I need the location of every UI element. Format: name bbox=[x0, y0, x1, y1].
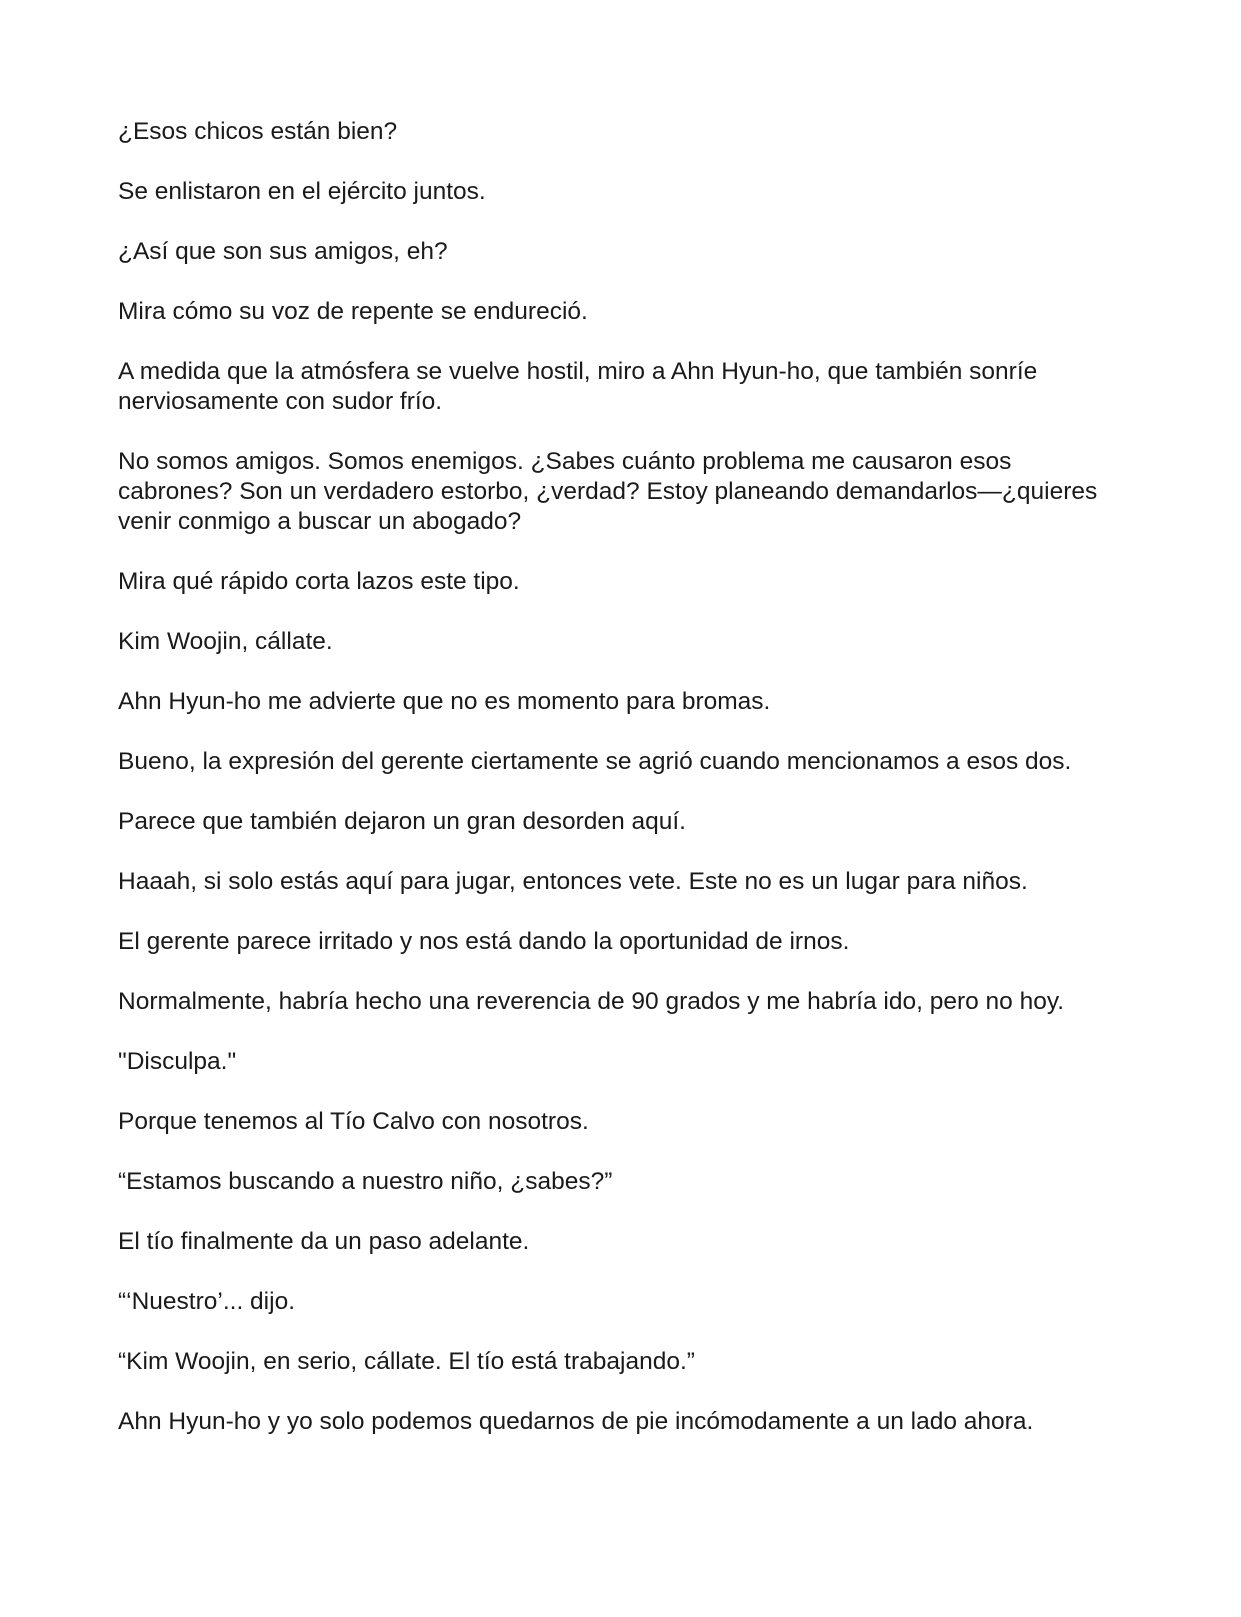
paragraph: Porque tenemos al Tío Calvo con nosotros. bbox=[118, 1108, 589, 1135]
paragraph: Bueno, la expresión del gerente ciertamente se agrió cuando mencionamos a esos dos. bbox=[118, 748, 1072, 775]
paragraph: Ahn Hyun-ho y yo solo podemos quedarnos de pie incómodamente a un lado ahora. bbox=[118, 1408, 1034, 1435]
paragraph: "Disculpa." bbox=[118, 1048, 237, 1075]
paragraph: Normalmente, habría hecho una reverencia de 90 grados y me habría ido, pero no hoy. bbox=[118, 988, 1065, 1015]
paragraph: Mira qué rápido corta lazos este tipo. bbox=[118, 568, 520, 595]
paragraph: Kim Woojin, cállate. bbox=[118, 628, 333, 655]
paragraph: “‘Nuestro’... dijo. bbox=[118, 1288, 296, 1315]
paragraph: Parece que también dejaron un gran desorden aquí. bbox=[118, 808, 686, 835]
paragraph: “Estamos buscando a nuestro niño, ¿sabes?” bbox=[118, 1168, 613, 1195]
paragraph: Haaah, si solo estás aquí para jugar, entonces vete. Este no es un lugar para niños. bbox=[118, 868, 1028, 895]
paragraph: Ahn Hyun-ho me advierte que no es momento para bromas. bbox=[118, 688, 771, 715]
paragraph: No somos amigos. Somos enemigos. ¿Sabes cuánto problema me causaron esos cabrones? Son un verdadero estorbo, ¿verdad? Estoy planeando demandarlos—¿quieres venir conmigo a buscar un abogado? bbox=[118, 448, 1098, 535]
document-body bbox=[118, 117, 1118, 1467]
paragraph: Se enlistaron en el ejército juntos. bbox=[118, 178, 486, 205]
paragraph: A medida que la atmósfera se vuelve hostil, miro a Ahn Hyun-ho, que también sonríe nerviosamente con sudor frío. bbox=[118, 358, 1038, 415]
paragraph: ¿Esos chicos están bien? bbox=[118, 118, 398, 145]
paragraph: El gerente parece irritado y nos está dando la oportunidad de irnos. bbox=[118, 928, 850, 955]
paragraph: El tío finalmente da un paso adelante. bbox=[118, 1228, 530, 1255]
paragraph: Mira cómo su voz de repente se endureció. bbox=[118, 298, 588, 325]
paragraph: ¿Así que son sus amigos, eh? bbox=[118, 238, 448, 265]
paragraph: “Kim Woojin, en serio, cállate. El tío está trabajando.” bbox=[118, 1348, 695, 1375]
